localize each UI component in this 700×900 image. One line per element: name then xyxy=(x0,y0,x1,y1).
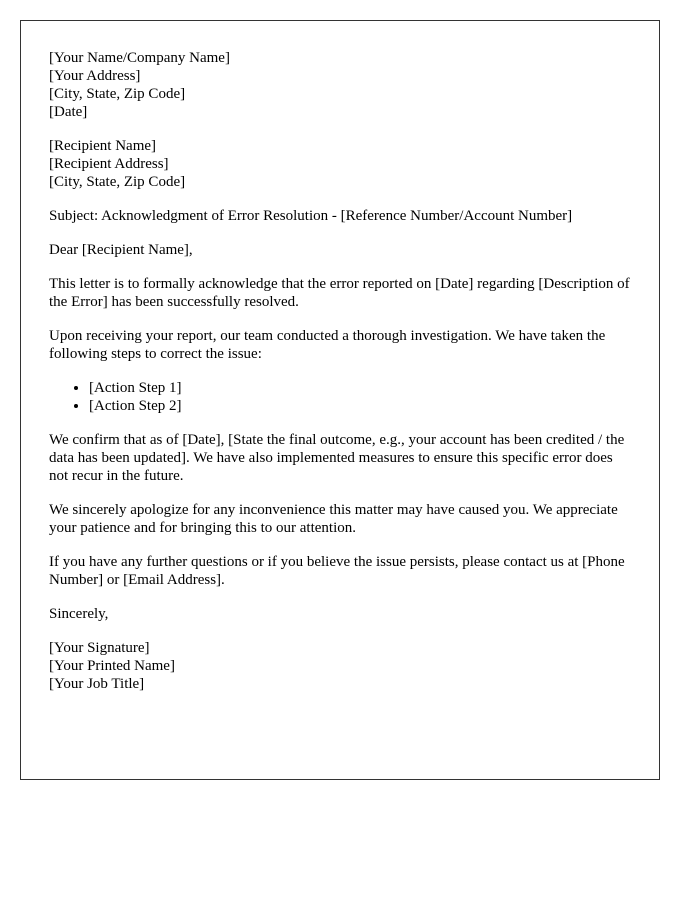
recipient-block xyxy=(49,137,631,191)
signature-placeholder: [Your Signature] xyxy=(49,640,150,656)
recipient-address: [Recipient Address] xyxy=(49,156,169,172)
sender-name: [Your Name/Company Name] xyxy=(49,50,230,66)
apology-paragraph: We sincerely apologize for any inconvenience this matter may have caused you. We appreciate your patience and for bringing this to our attention. xyxy=(49,502,618,536)
letter-date: [Date] xyxy=(49,104,88,120)
action-steps-list xyxy=(49,379,631,415)
letter-page xyxy=(20,20,660,780)
contact-paragraph: If you have any further questions or if you believe the issue persists, please contact us at [Phone Number] or [Email Address]. xyxy=(49,554,625,588)
action-step: • [Action Step 1] xyxy=(89,379,631,397)
confirmation-paragraph: We confirm that as of [Date], [State the final outcome, e.g., your account has been credited / the data has been updated]. We have also implemented measures to ensure this specific error does not recur in the future. xyxy=(49,432,625,484)
sender-block xyxy=(49,49,631,121)
action-step: • [Action Step 2] xyxy=(89,397,631,415)
sender-city: [City, State, Zip Code] xyxy=(49,86,186,102)
salutation: Dear [Recipient Name], xyxy=(49,242,193,258)
signature-block xyxy=(49,639,631,693)
job-title: [Your Job Title] xyxy=(49,676,145,692)
recipient-city: [City, State, Zip Code] xyxy=(49,174,186,190)
printed-name: [Your Printed Name] xyxy=(49,658,175,674)
intro-paragraph: This letter is to formally acknowledge that the error reported on [Date] regarding [Description of the Error] has been successfully resolved. xyxy=(49,276,630,310)
investigation-paragraph: Upon receiving your report, our team conducted a thorough investigation. We have taken the following steps to correct the issue: xyxy=(49,328,606,362)
subject-line: Subject: Acknowledgment of Error Resolution - [Reference Number/Account Number] xyxy=(49,208,573,224)
closing: Sincerely, xyxy=(49,606,109,622)
sender-address: [Your Address] xyxy=(49,68,141,84)
recipient-name: [Recipient Name] xyxy=(49,138,157,154)
